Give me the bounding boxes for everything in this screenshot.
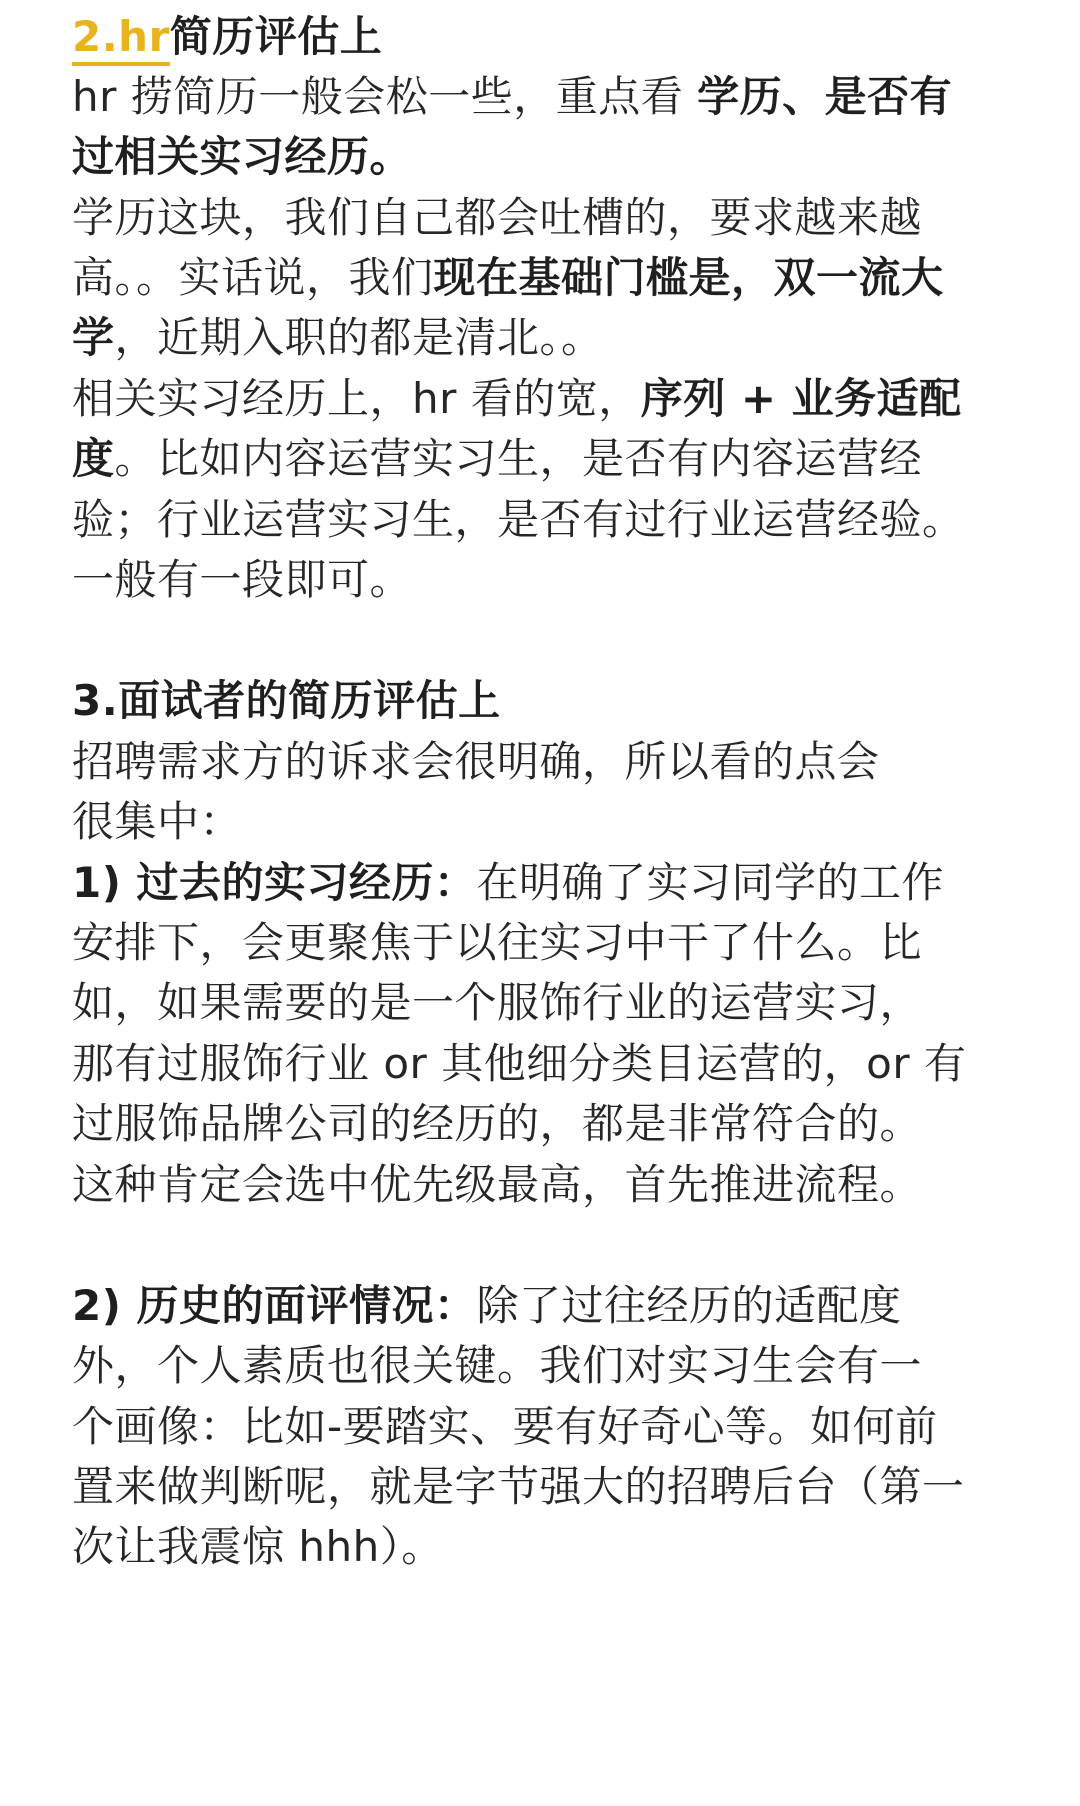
- point2-line-2: [72, 1331, 1050, 1401]
- text-run: 在明确了实习同学的工作: [476, 858, 945, 907]
- text-run-bold: 过相关实习经历。: [72, 132, 413, 181]
- text-run-bold: 学: [72, 313, 115, 362]
- text-run-bold: 学历、是否有: [697, 72, 953, 121]
- text-run: 很集中：: [72, 797, 243, 846]
- section2-line-9: [72, 545, 1050, 615]
- text-run: 如，如果需要的是一个服饰行业的运营实习，: [72, 978, 923, 1027]
- section2-line-7: [72, 424, 1050, 494]
- point1-line-5: [72, 1089, 1050, 1159]
- section3-heading: [72, 666, 1050, 736]
- text-run: 安排下，会更聚焦于以往实习中干了什么。比: [72, 918, 923, 967]
- text-run: 一般有一段即可。: [72, 555, 413, 604]
- point2-label: 2) 历史的面评情况：: [72, 1281, 477, 1330]
- text-run: 。比如内容运营实习生，是否有内容运营经: [114, 434, 923, 483]
- section3-line-2: [72, 787, 1050, 857]
- text-run: 验；行业运营实习生，是否有过行业运营经验。: [72, 495, 965, 544]
- text-run: 置来做判断呢，就是字节强大的招聘后台（第一: [72, 1462, 965, 1511]
- text-run: 次让我震惊 hhh）。: [72, 1522, 444, 1571]
- section3-heading-text: 3.面试者的简历评估上: [72, 676, 501, 725]
- text-run-bold: 度: [72, 434, 115, 483]
- text-run: 招聘需求方的诉求会很明确，所以看的点会: [72, 737, 880, 786]
- text-run: hr 捞简历一般会松一些，重点看: [72, 72, 698, 121]
- text-run: 外，个人素质也很关键。我们对实习生会有一: [72, 1341, 923, 1390]
- text-run: 学历这块，我们自己都会吐槽的，要求越来越: [72, 193, 923, 242]
- text-run: ，近期入职的都是清北。。: [114, 313, 604, 362]
- point1-line-6: [72, 1150, 1050, 1220]
- text-run: 这种肯定会选中优先级最高，首先推进流程。: [72, 1160, 923, 1209]
- text-run: 过服饰品牌公司的经历的，都是非常符合的。: [72, 1099, 923, 1148]
- section2-line-2: [72, 122, 1050, 192]
- text-run: 那有过服饰行业 or 其他细分类目运营的，or 有: [72, 1039, 967, 1088]
- text-run-bold: 序列 + 业务适配: [640, 374, 962, 423]
- point2-line-5: [72, 1512, 1050, 1582]
- point1-line-3: [72, 968, 1050, 1038]
- text-run: 个画像：比如-要踏实、要有好奇心等。如何前: [72, 1402, 938, 1451]
- text-run: 高。。实话说，我们: [72, 253, 434, 302]
- text-run-bold: 现在基础门槛是，双一流大: [433, 253, 944, 302]
- text-run: 相关实习经历上，hr 看的宽，: [72, 374, 641, 423]
- point1-label: 1) 过去的实习经历：: [72, 858, 477, 907]
- section2-heading-text: 简历评估上: [169, 12, 383, 61]
- section2-heading-number: 2.hr: [72, 12, 170, 66]
- section2-line-5: [72, 303, 1050, 373]
- text-run: 除了过往经历的适配度: [476, 1281, 902, 1330]
